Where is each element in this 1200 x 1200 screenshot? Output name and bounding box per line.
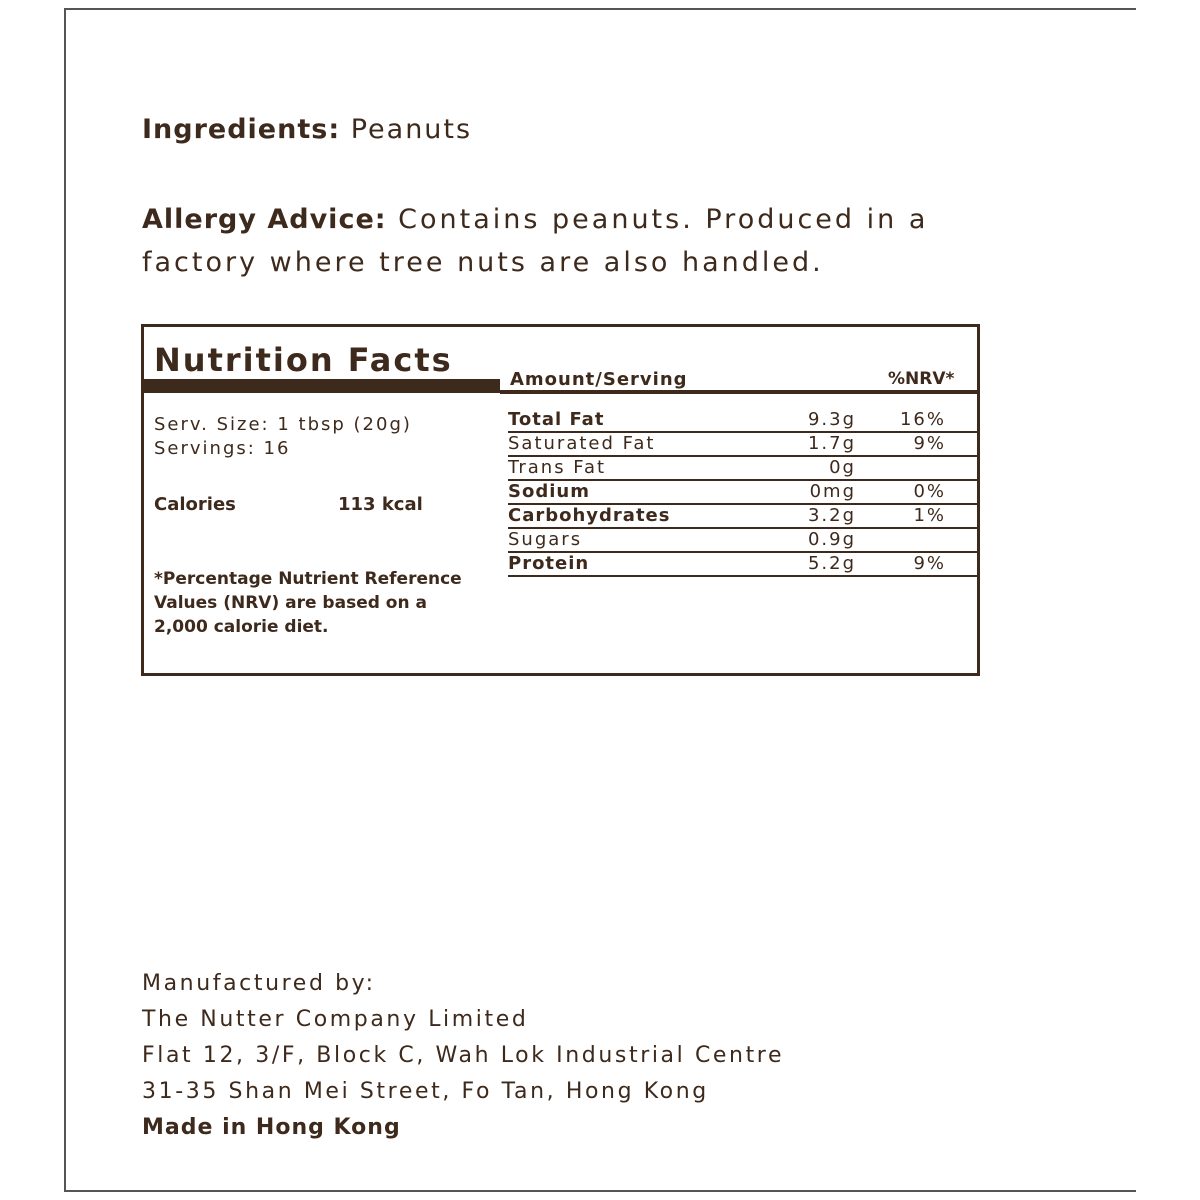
serving-size: Serv. Size: 1 tbsp (20g): [154, 414, 412, 435]
nrv-footnote: *Percentage Nutrient Reference Values (NRV) are based on a 2,000 calorie diet.: [154, 569, 462, 637]
nutrient-name: Carbohydrates: [508, 505, 671, 526]
frame-left-border: [64, 8, 66, 1192]
header-divider: [500, 390, 977, 394]
calories-label: Calories: [154, 494, 236, 515]
nutrient-amount: 5.2g: [807, 553, 856, 574]
servings: Servings: 16: [154, 438, 291, 459]
nutrient-nrv: 0%: [913, 481, 946, 502]
nrv-header: %NRV*: [888, 369, 955, 389]
allergy-label: Allergy Advice:: [142, 204, 387, 235]
nutrient-nrv: 1%: [913, 505, 946, 526]
table-row: [508, 433, 980, 457]
nutrient-nrv: 16%: [899, 409, 946, 430]
nutrient-nrv: 9%: [913, 433, 946, 454]
nutrition-title: Nutrition Facts: [154, 341, 453, 379]
ingredients: [142, 114, 472, 145]
table-row: [508, 457, 980, 481]
table-row: [508, 529, 980, 553]
manufacturer-address-line-2: 31-35 Shan Mei Street, Fo Tan, Hong Kong: [142, 1079, 709, 1104]
frame-top-border: [64, 8, 1136, 10]
nutrient-name: Total Fat: [508, 409, 605, 430]
ingredients-label: Ingredients:: [142, 114, 341, 145]
amount-header: Amount/Serving: [510, 369, 688, 390]
table-row: [508, 409, 980, 433]
ingredients-text: Peanuts: [350, 114, 473, 145]
nutrient-name: Protein: [508, 553, 590, 574]
manufacturer-info: [142, 966, 784, 1146]
manufacturer-company: The Nutter Company Limited: [142, 1007, 529, 1032]
nutrient-nrv: 9%: [913, 553, 946, 574]
nutrient-amount: 9.3g: [807, 409, 856, 430]
allergy-text: Contains peanuts. Produced in a factory where tree nuts are also handled.: [142, 204, 929, 278]
frame-bottom-border: [64, 1190, 1136, 1192]
nutrient-amount: 0.9g: [807, 529, 856, 550]
nutrient-amount: 3.2g: [807, 505, 856, 526]
nutrient-amount: 1.7g: [807, 433, 856, 454]
nutrient-amount: 0mg: [809, 481, 856, 502]
table-row: [508, 505, 980, 529]
serving-info: [154, 413, 412, 461]
nutrient-amount: 0g: [829, 457, 856, 478]
manufacturer-label: Manufactured by:: [142, 971, 376, 996]
title-bar: [144, 379, 500, 393]
nutrient-name: Trans Fat: [508, 457, 607, 478]
nutrient-name: Sugars: [508, 529, 583, 550]
nutrient-table: [508, 409, 980, 577]
table-row: [508, 481, 980, 505]
nutrition-facts-panel: [141, 324, 980, 676]
nutrient-name: Sodium: [508, 481, 590, 502]
country-of-origin: Made in Hong Kong: [142, 1115, 401, 1140]
calories-value: 113 kcal: [338, 494, 423, 515]
table-row: [508, 553, 980, 577]
nutrient-name: Saturated Fat: [508, 433, 656, 454]
allergy-advice: [142, 198, 1002, 284]
manufacturer-address-line-1: Flat 12, 3/F, Block C, Wah Lok Industrial Centre: [142, 1043, 785, 1068]
